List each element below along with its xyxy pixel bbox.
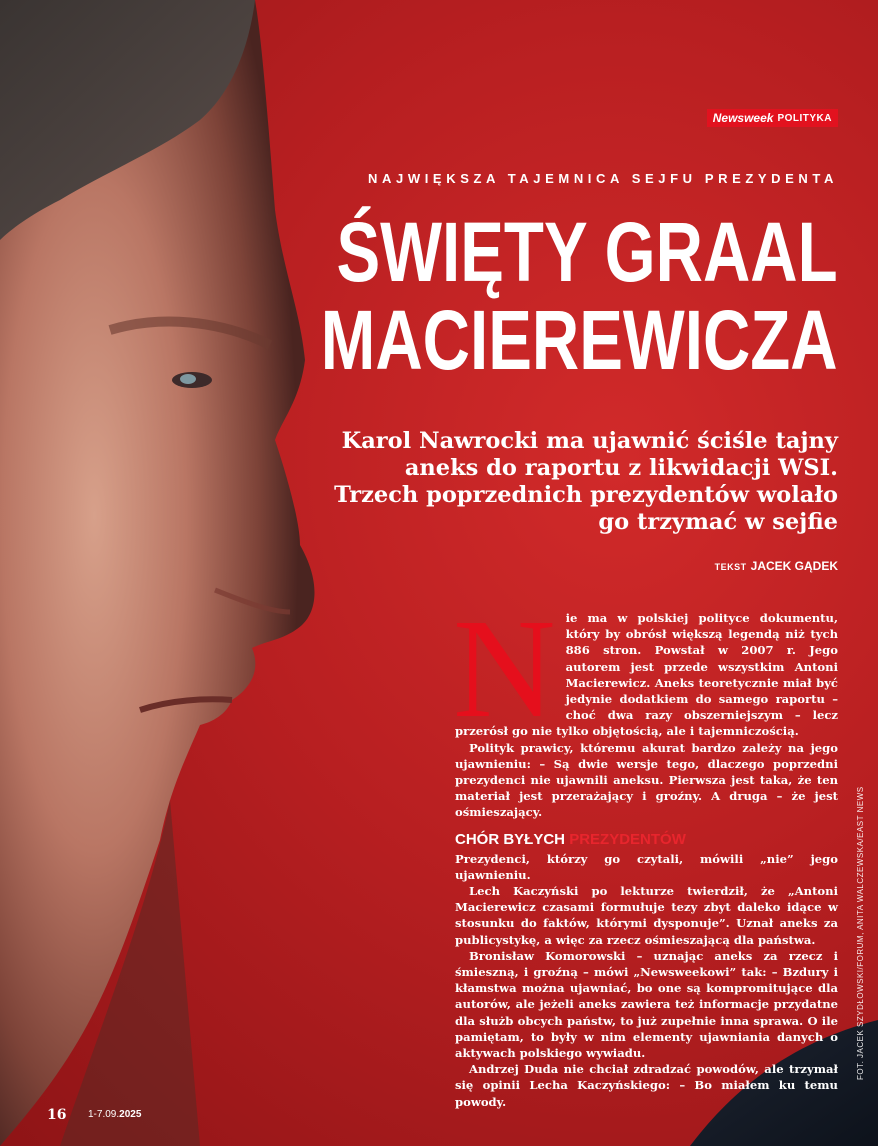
title-line-2: MACIEREWICZA <box>321 293 838 387</box>
drop-cap: N <box>453 589 556 747</box>
subhead-part-2: PREZYDENTÓW <box>569 830 686 848</box>
photo-credit: FOT. JACEK SZYDŁOWSKI/FORUM, ANITA WALCZEWSKA/EAST NEWS <box>856 786 865 1080</box>
section-label: POLITYKA <box>777 112 832 124</box>
paragraph-4: Lech Kaczyński po lekturze twierdził, że „Antoni Macierewicz czasami formułuje tezy zbyt daleko idące w stosunku do faktów, którymi dysponuje”. Uznał aneks za publicystykę, a więc za rzecz ośmieszającą dla państwa. <box>455 884 838 947</box>
brand-name: Newsweek <box>712 111 774 125</box>
paragraph-1: Nie ma w polskiej polityce dokumentu, który by obrósł większą legendą niż tych 886 stron. Powstał w 2007 r. Jego autorem jest przede wszystkim Antoni Macierewicz. Aneks teoretycznie miał być jedynie dodatkiem do samego raportu – choć dwa razy obszerniejszym – lecz przerósł go nie tylko objętością, ale i tajemniczością. <box>453 589 838 747</box>
author-byline <box>715 559 838 573</box>
author-label: TEKST <box>714 562 747 572</box>
page-number: 16 <box>47 1107 67 1123</box>
issue-date <box>88 1109 141 1120</box>
paragraph-3: Prezydenci, którzy go czytali, mówili „nie” jego ujawnieniu. <box>455 851 838 882</box>
author-name: JACEK GĄDEK <box>750 559 838 573</box>
section-subhead <box>455 831 838 849</box>
issue-year: 2025 <box>119 1109 142 1120</box>
article-body <box>453 589 838 1110</box>
paragraph-5: Bronisław Komorowski – uznając aneks za rzecz i śmieszną, i groźną – mówi „Newsweekowi” tak: – Bzdury i kłamstwa można ujawniać, bo one są kompromitujące dla autorów, ale jeżeli aneks zawiera też informacje przydatne dla służb obcych państw, to już zupełnie inna sprawa. O ile pamiętam, to były w nim elementy ujawniania danych o aktywach polskiego wywiadu. <box>455 948 838 1061</box>
title-line-1: ŚWIĘTY GRAAL <box>336 205 838 299</box>
paragraph-2: Polityk prawicy, któremu akurat bardzo zależy na jego ujawnieniu: – Są dwie wersje tego, dlaczego poprzedni prezydenci nie ujawnili aneksu. Pierwsza jest taka, że ten materiał jest przerażający i groźny. A druga – że jest ośmieszający. <box>455 740 838 820</box>
article-kicker: NAJWIĘKSZA TAJEMNICA SEJFU PREZYDENTA <box>368 171 838 186</box>
article-title <box>321 205 838 387</box>
paragraph-6: Andrzej Duda nie chciał zdradzać powodów, ale trzymał się opinii Lecha Kaczyńskiego: – Bo miałem ku temu powody. <box>455 1062 838 1109</box>
issue-date-range: 1-7.09. <box>88 1109 120 1120</box>
brand-badge <box>707 109 838 127</box>
subhead-part-1: CHÓR BYŁYCH <box>455 830 566 848</box>
article-lead: Karol Nawrocki ma ujawnić ściśle tajny aneks do raportu z likwidacji WSI. Trzech poprzednich prezydentów wolało go trzymać w sejfie <box>334 428 838 535</box>
